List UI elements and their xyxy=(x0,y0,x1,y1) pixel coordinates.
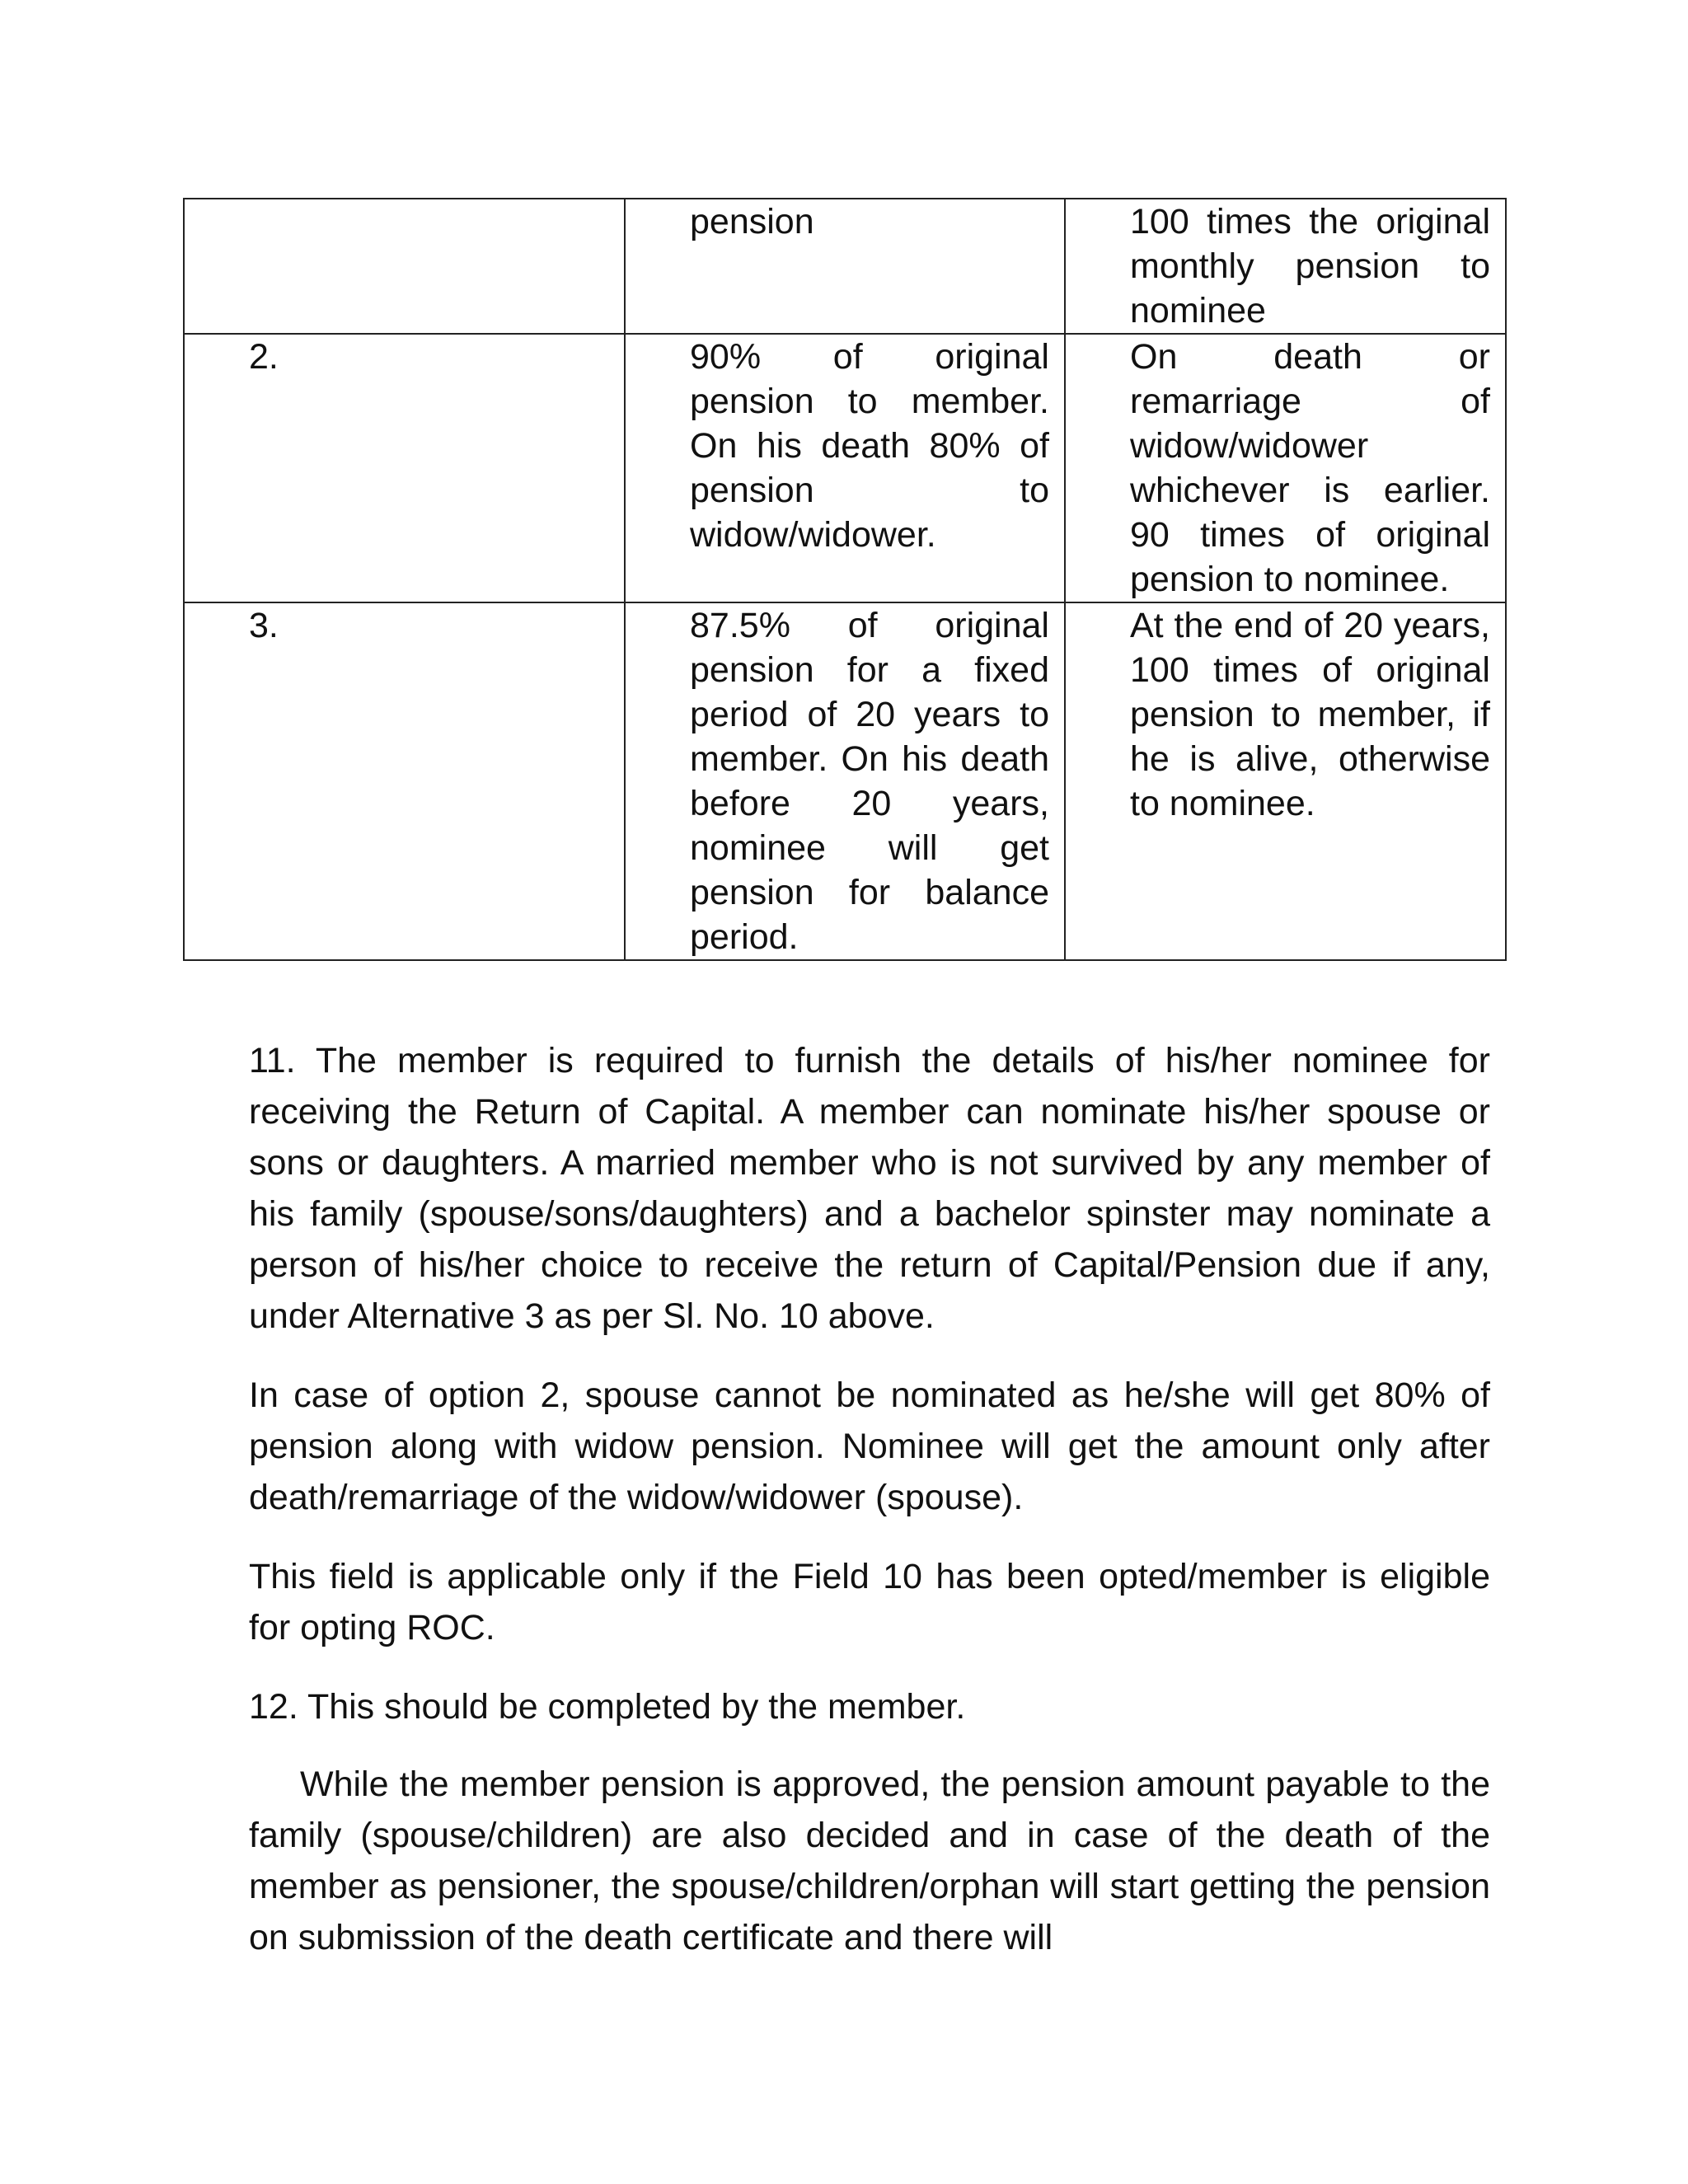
table-cell-number xyxy=(184,602,625,960)
table-cell-number xyxy=(184,199,625,334)
table-row xyxy=(184,199,1506,334)
row-number: 3. xyxy=(249,606,279,645)
table-cell-benefit xyxy=(625,199,1065,334)
paragraph-field-applicability: This field is applicable only if the Field 10 has been opted/member is eligible for opting ROC. xyxy=(249,1557,1490,1647)
return-text: 100 times the original monthly pension to nominee xyxy=(1130,202,1490,330)
pension-options-table xyxy=(183,198,1507,961)
table-cell-return xyxy=(1065,199,1506,334)
table-cell-benefit xyxy=(625,602,1065,960)
table-cell-return xyxy=(1065,334,1506,602)
paragraph-nominee-details: 11. The member is required to furnish the details of his/her nominee for receiving the Return of Capital. A member can nominate his/her spouse or sons or daughters. A married member who is not survived by any member of his family (spouse/sons/daughters) and a bachelor spinster may nominate a person of his/her choice to receive the return of Capital/Pension due if any, under Alternative 3 as per Sl. No. 10 above. xyxy=(249,1041,1490,1336)
return-text: At the end of 20 years, 100 times of original pension to member, if he is alive, otherwise to nominee. xyxy=(1130,606,1490,823)
benefit-text: pension xyxy=(690,202,814,241)
table-cell-number xyxy=(184,334,625,602)
table-row xyxy=(184,334,1506,602)
benefit-text: 87.5% of original pension for a fixed period of 20 years to member. On his death before 20 years, nominee will get pension for balance period. xyxy=(690,606,1049,957)
benefit-text: 90% of original pension to member. On his death 80% of pension to widow/widower. xyxy=(690,337,1049,555)
table-cell-return xyxy=(1065,602,1506,960)
return-text: On death or remarriage of widow/widower whichever is earlier. 90 times of original pension to nominee. xyxy=(1130,337,1490,599)
paragraph-option-2-spouse: In case of option 2, spouse cannot be nominated as he/she will get 80% of pension along with widow pension. Nominee will get the amount only after death/remarriage of the widow/widower (spouse). xyxy=(249,1376,1490,1517)
row-number: 2. xyxy=(249,337,279,377)
table-cell-benefit xyxy=(625,334,1065,602)
table-row xyxy=(184,602,1506,960)
paragraph-family-pension: While the member pension is approved, the pension amount payable to the family (spouse/children) are also decided and in case of the death of the member as pensioner, the spouse/children/orphan will start getting the pension on submission of the death certificate and there will xyxy=(249,1765,1490,1957)
paragraph-item-12: 12. This should be completed by the member. xyxy=(249,1687,966,1727)
